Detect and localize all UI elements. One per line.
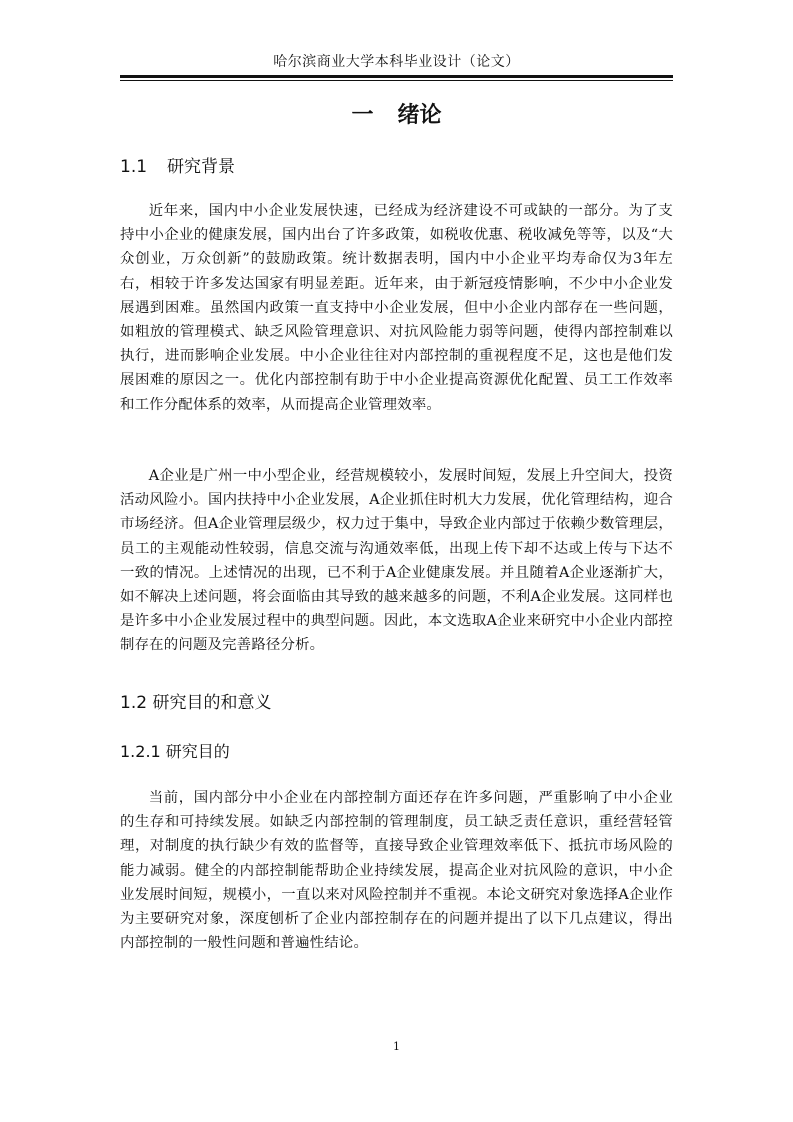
paragraph-background-1: 近年来，国内中小企业发展快速，已经成为经济建设不可或缺的一部分。为了支持中小企业的健康发展，国内出台了许多政策，如税收优惠、税收减免等等，以及“大众创业，万众创新”的鼓励政策。统计数据表明，国内中小企业平均寿命仅为3年左右，相较于许多发达国家有明显差距。近年来，由于新冠疫情影响，不少中小企业发展遇到困难。虽然国内政策一直支持中小企业发展，但中小企业内部存在一些问题，如粗放的管理模式、缺乏风险管理意识、对抗风险能力弱等问题，使得内部控制难以执行，进而影响企业发展。中小企业往往对内部控制的重视程度不足，这也是他们发展困难的原因之一。优化内部控制有助于中小企业提高资源优化配置、员工工作效率和工作分配体系的效率，从而提高企业管理效率。 [120, 203, 673, 413]
header-rule-thick [120, 75, 673, 78]
chapter-title [120, 100, 673, 132]
subsection-heading-1-2-1: 1.2.1 研究目的 [120, 742, 230, 761]
section-title: 研究背景 [167, 157, 236, 177]
running-header: 哈尔滨商业大学本科毕业设计（论文） [273, 54, 520, 70]
paragraph-purpose: 当前，国内部分中小企业在内部控制方面还存在许多问题，严重影响了中小企业的生存和可持续发展。如缺乏内部控制的管理制度，员工缺乏责任意识，重经营轻管理，对制度的执行缺少有效的监督等，直接导致企业管理效率低下、抵抗市场风险的能力减弱。健全的内部控制能帮助企业持续发展，提高企业对抗风险的意识，中小企业发展时间短，规模小，一直以来对风险控制并不重视。本论文研究对象选择A企业作为主要研究对象，深度刨析了企业内部控制存在的问题并提出了以下几点建议，得出内部控制的一般性问题和普遍性结论。 [120, 790, 673, 952]
section-heading-1-1 [120, 154, 235, 180]
header-rule-thin [120, 80, 673, 81]
chapter-number: 一 [351, 103, 374, 128]
chapter-title-text: 绪论 [397, 103, 442, 128]
page-number: 1 [393, 1040, 400, 1053]
section-heading-1-2: 1.2 研究目的和意义 [120, 693, 272, 713]
section-number: 1.1 [120, 157, 148, 177]
paragraph-background-2: A企业是广州一中小型企业，经营规模较小，发展时间短，发展上升空间大，投资活动风险小。国内扶持中小企业发展，A企业抓住时机大力发展，优化管理结构，迎合市场经济。但A企业管理层级少，权力过于集中，导致企业内部过于依赖少数管理层，员工的主观能动性较弱，信息交流与沟通效率低，出现上传下却不达或上传与下达不一致的情况。上述情况的出现，已不利于A企业健康发展。并且随着A企业逐渐扩大，如不解决上述问题，将会面临由其导致的越来越多的问题，不利A企业发展。这同样也是许多中小企业发展过程中的典型问题。因此，本文选取A企业来研究中小企业内部控制存在的问题及完善路径分析。 [120, 468, 673, 654]
